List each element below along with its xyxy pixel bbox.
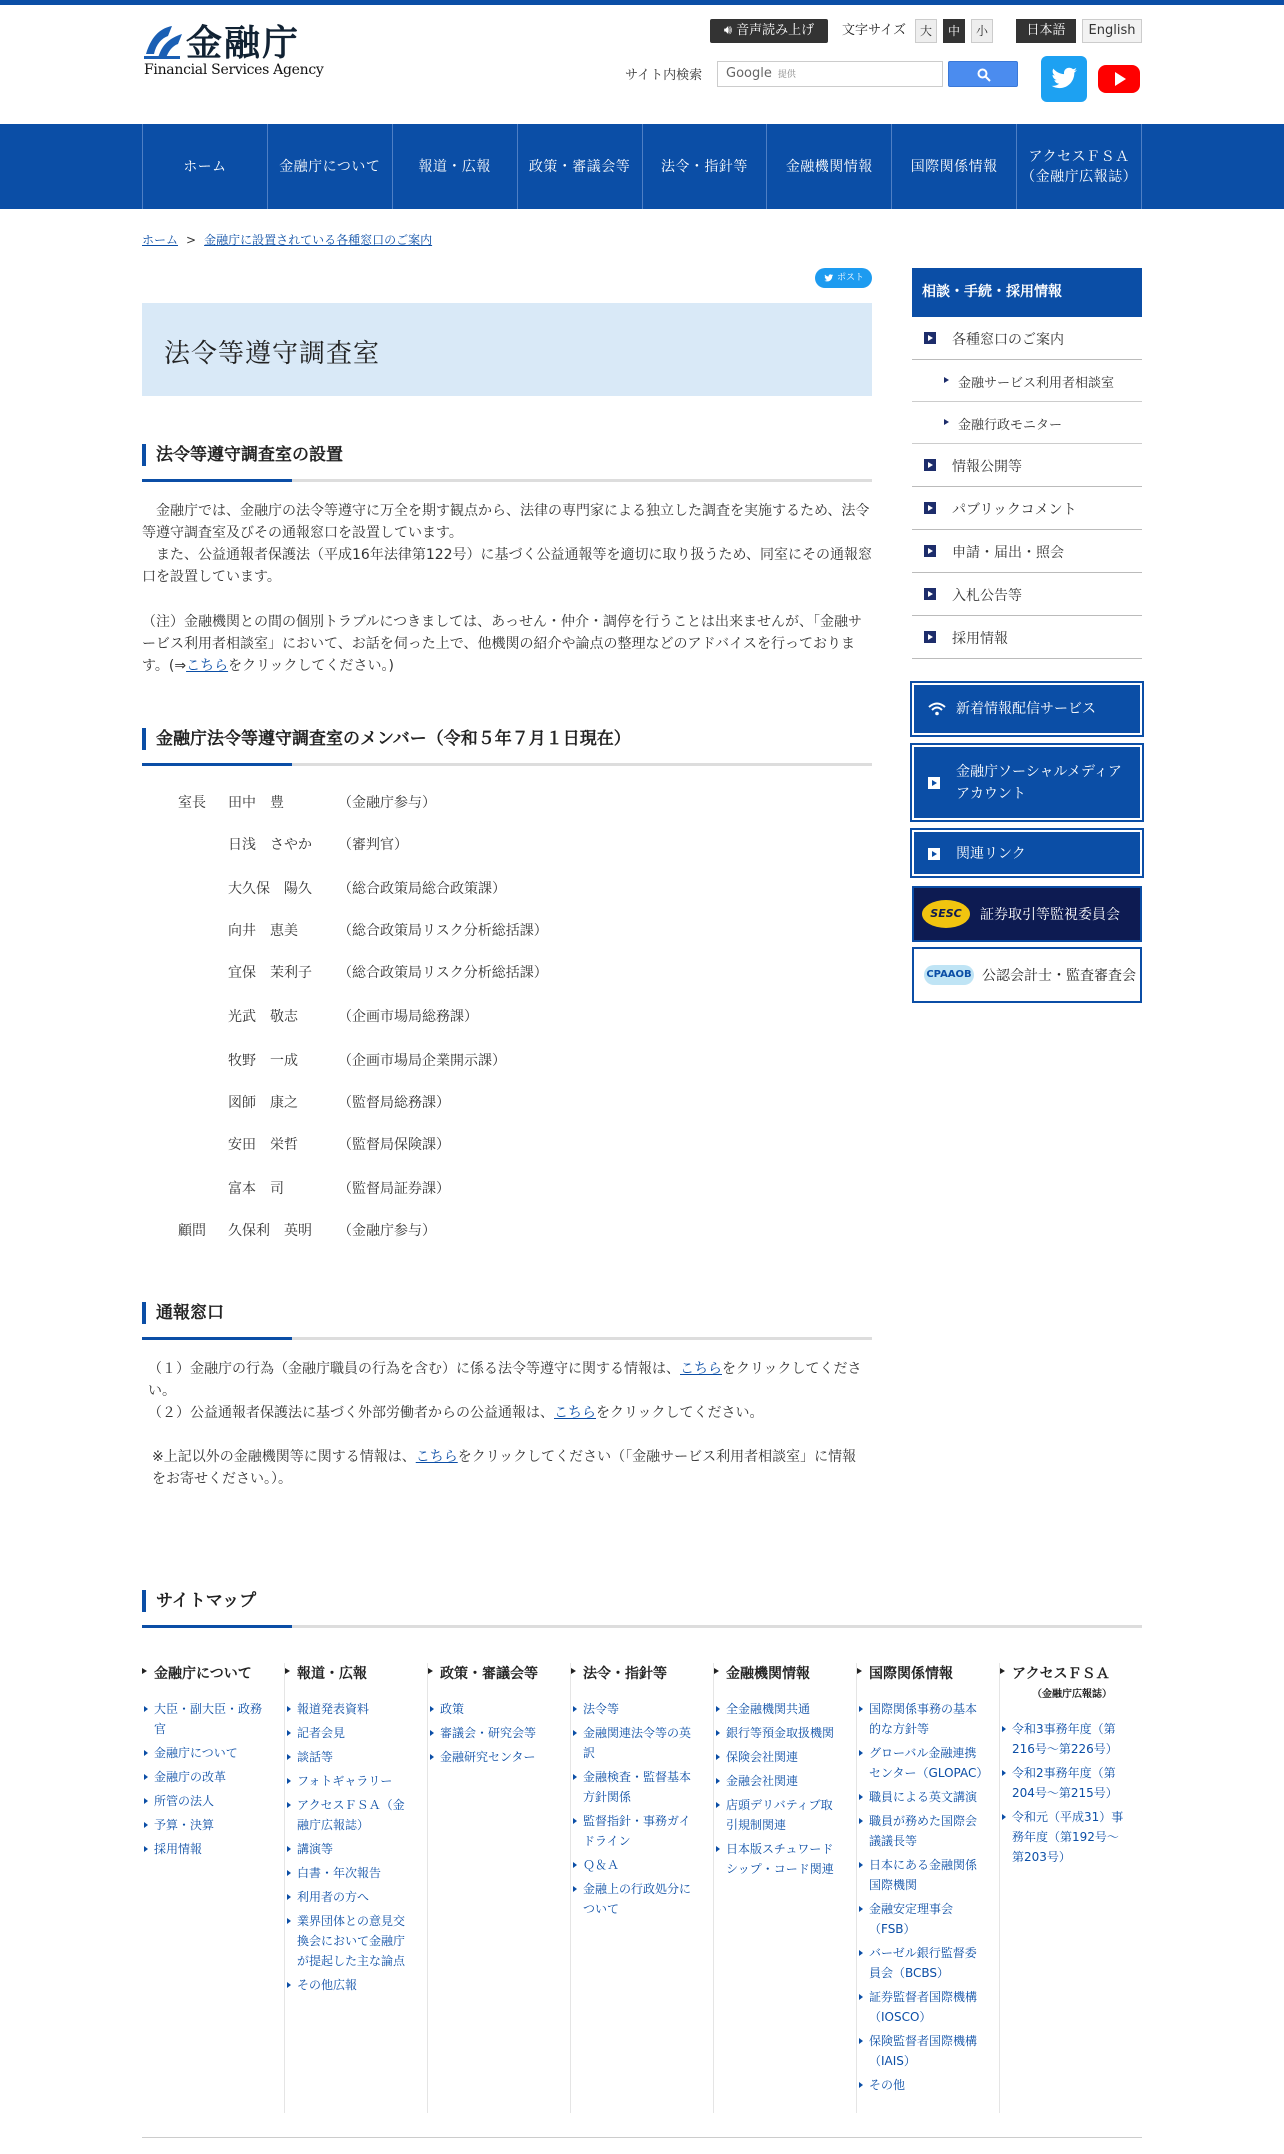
nav-international[interactable]: 国際関係情報 xyxy=(892,124,1017,209)
member-row xyxy=(178,1220,678,1242)
sitemap-link[interactable]: 法令等 xyxy=(571,1699,700,1719)
sitemap-link-list xyxy=(142,1699,271,1863)
sitemap-link[interactable]: 金融庁の改革 xyxy=(142,1767,271,1787)
sitemap-link[interactable]: 報道発表資料 xyxy=(285,1699,414,1719)
sidebar-subitem-monitor[interactable] xyxy=(912,402,1142,444)
related-links-label: 関連リンク xyxy=(956,846,1026,862)
wifi-icon xyxy=(928,702,946,716)
sesc-label: 証券取引等監視委員会 xyxy=(980,907,1120,923)
member-row xyxy=(178,962,678,984)
cpaaob-label: 公認会計士・監査審査会 xyxy=(982,968,1136,984)
note-link[interactable]: こちら xyxy=(186,658,229,674)
sidebar-item-public-comment[interactable] xyxy=(912,487,1142,530)
member-name: 向井 恵美 xyxy=(228,923,298,939)
arrow-box-icon xyxy=(924,332,936,344)
cpaaob-banner[interactable] xyxy=(912,947,1142,1003)
member-dept: （総合政策局総合政策課） xyxy=(338,881,506,897)
site-search-input[interactable] xyxy=(717,61,943,87)
note-text: （注）金融機関との間の個別トラブルにつきましては、あっせん・仲介・調停を行うことは出来ませんが、「金融サービス利用者相談室」において、お話を伺った上で、他機関の紹介や論点の整理などのアドバイスを行っております。(⇒ xyxy=(142,614,863,674)
sitemap-link[interactable]: バーゼル銀行監督委員会（BCBS） xyxy=(857,1943,986,1983)
member-name: 富本 司 xyxy=(228,1181,284,1197)
sitemap-link[interactable]: 金融庁について xyxy=(142,1743,271,1763)
sitemap-link-list xyxy=(857,1699,989,2099)
sitemap-link[interactable]: アクセスＦＳＡ（金融庁広報誌） xyxy=(285,1795,414,1835)
sidebar-item-label: パブリックコメント xyxy=(952,502,1077,518)
reporting-text-end: をクリックしてください。 xyxy=(148,1361,862,1399)
nav-policy[interactable]: 政策・審議会等 xyxy=(518,124,643,209)
related-links-button[interactable] xyxy=(912,830,1142,876)
arrow-box-icon xyxy=(924,631,936,643)
speaker-icon: 🔊︎ xyxy=(723,23,733,38)
voice-readout-label: 音声読み上げ xyxy=(736,23,815,38)
lang-english-button[interactable]: English xyxy=(1082,19,1142,43)
member-name: 大久保 陽久 xyxy=(228,881,312,897)
sitemap-link[interactable]: 銀行等預金取扱機関 xyxy=(714,1723,843,1743)
sitemap-link[interactable]: 店頭デリバティブ取引規制関連 xyxy=(714,1795,843,1835)
breadcrumb xyxy=(142,231,432,248)
sitemap-link[interactable]: Ｑ＆Ａ xyxy=(571,1855,700,1875)
sitemap-column xyxy=(428,1663,571,2113)
sidebar-item-recruitment[interactable] xyxy=(912,616,1142,659)
twitter-bird-icon xyxy=(823,273,834,283)
youtube-icon xyxy=(1096,56,1142,102)
sidebar-item-label: 情報公開等 xyxy=(952,459,1022,475)
sitemap-link[interactable]: 大臣・副大臣・政務官 xyxy=(142,1699,271,1739)
sitemap-link[interactable]: 金融検査・監督基本方針関係 xyxy=(571,1767,700,1807)
reporting-item-1 xyxy=(148,1358,868,1402)
section-heading-text: 通報窓口 xyxy=(156,1303,224,1323)
fontsize-medium-button[interactable]: 中 xyxy=(943,19,965,43)
sidebar-item-contacts[interactable] xyxy=(912,317,1142,360)
member-name: 日浅 さやか xyxy=(228,837,312,853)
nav-institutions[interactable]: 金融機関情報 xyxy=(767,124,892,209)
sitemap-column xyxy=(1000,1663,1142,2113)
sitemap-link[interactable]: 政策 xyxy=(428,1699,557,1719)
footer-divider xyxy=(142,2137,1142,2138)
member-name: 牧野 一成 xyxy=(228,1053,298,1069)
member-row xyxy=(178,1178,678,1200)
site-search-label: サイト内検索 xyxy=(625,68,703,83)
sitemap-link[interactable]: その他広報 xyxy=(285,1975,414,1995)
sitemap-link[interactable]: 監督指針・事務ガイドライン xyxy=(571,1811,700,1851)
triangle-icon xyxy=(944,419,949,425)
sitemap-link[interactable]: 国際関係事務の基本的な方針等 xyxy=(857,1699,986,1739)
social-media-button[interactable] xyxy=(912,745,1142,820)
fontsize-small-button[interactable]: 小 xyxy=(971,19,993,43)
sitemap-link[interactable]: 金融研究センター xyxy=(428,1747,557,1767)
arrow-box-icon xyxy=(924,545,936,557)
sitemap-link[interactable]: 審議会・研究会等 xyxy=(428,1723,557,1743)
reporting-item-2 xyxy=(148,1402,868,1424)
sitemap-link[interactable]: 金融安定理事会（FSB） xyxy=(857,1899,986,1939)
sitemap-link[interactable]: 職員による英文講演 xyxy=(857,1787,986,1807)
sitemap-link[interactable]: 令和2事務年度（第204号〜第215号） xyxy=(1000,1763,1128,1803)
social-media-label: 金融庁ソーシャルメディア アカウント xyxy=(956,764,1122,802)
top-accent-bar xyxy=(0,0,1284,5)
sitemap-link-list xyxy=(1000,1719,1128,1871)
sidebar-item-label: 入札公告等 xyxy=(952,588,1022,604)
sitemap-link[interactable]: その他 xyxy=(857,2075,986,2095)
member-row xyxy=(178,1092,678,1114)
sesc-logo: SESC xyxy=(922,900,970,928)
nav-access-fsa[interactable]: アクセスＦＳＡ （金融庁広報誌） xyxy=(1017,124,1142,209)
reporting-text: （２）公益通報者保護法に基づく外部労働者からの公益通報は、 xyxy=(148,1405,554,1421)
sitemap-link[interactable]: 令和3事務年度（第216号〜第226号） xyxy=(1000,1719,1128,1759)
member-row xyxy=(178,792,678,814)
sidebar-subitem-consultation[interactable] xyxy=(912,360,1142,402)
sesc-banner[interactable] xyxy=(912,886,1142,942)
reporting-link-1[interactable]: こちら xyxy=(680,1361,722,1377)
sitemap-column xyxy=(285,1663,428,2113)
nav-press[interactable]: 報道・広報 xyxy=(393,124,518,209)
member-name: 光武 敬志 xyxy=(228,1009,298,1025)
member-name: 田中 豊 xyxy=(228,795,284,811)
news-delivery-label: 新着情報配信サービス xyxy=(956,701,1096,717)
sidebar-item-bids[interactable] xyxy=(912,573,1142,616)
sitemap-link[interactable]: 金融関連法令等の英訳 xyxy=(571,1723,700,1763)
search-provided-label: 提供 xyxy=(777,70,796,80)
sitemap-link[interactable]: 日本版スチュワードシップ・コード関連 xyxy=(714,1839,843,1879)
sidebar-item-applications[interactable] xyxy=(912,530,1142,573)
member-row xyxy=(178,878,678,900)
sitemap-column xyxy=(142,1663,285,2113)
member-name: 宜保 茉利子 xyxy=(228,965,312,981)
sitemap-column-title[interactable]: 報道・広報 xyxy=(285,1663,367,1683)
sitemap-column-title[interactable]: 政策・審議会等 xyxy=(428,1663,538,1683)
sidebar-item-label: 申請・届出・照会 xyxy=(952,545,1064,561)
sitemap-link[interactable]: 談話等 xyxy=(285,1747,414,1767)
fontsize-large-button[interactable]: 大 xyxy=(915,19,937,43)
note-text-end: をクリックしてください。) xyxy=(228,658,394,674)
search-placeholder: Google xyxy=(726,66,772,81)
sidebar-item-label: 金融サービス利用者相談室 xyxy=(958,376,1115,391)
sitemap-column xyxy=(714,1663,857,2113)
sitemap-link[interactable]: 所管の法人 xyxy=(142,1791,271,1811)
voice-readout-button[interactable] xyxy=(710,19,828,43)
reporting-text: （１）金融庁の行為（金融庁職員の行為を含む）に係る法令等遵守に関する情報は、 xyxy=(148,1361,680,1377)
sitemap-column-title[interactable]: 法令・指針等 xyxy=(571,1663,667,1683)
section-heading-text: 法令等遵守調査室の設置 xyxy=(156,445,343,465)
cpaaob-logo: CPAAOB xyxy=(924,965,974,985)
sitemap-link[interactable]: 業界団体との意見交換会において金融庁が提起した主な論点 xyxy=(285,1911,414,1971)
paragraph-establishment-1: 金融庁では、金融庁の法令等遵守に万全を期す観点から、法律の専門家による独立した調査を実施するため、法令等遵守調査室及びその通報窓口を設置しています。 xyxy=(142,503,870,541)
sitemap-column-title[interactable]: 金融機関情報 xyxy=(714,1663,810,1683)
triangle-icon xyxy=(944,377,949,383)
twitter-bird-icon xyxy=(1041,56,1087,102)
member-name: 図師 康之 xyxy=(228,1095,298,1111)
youtube-link[interactable] xyxy=(1096,56,1142,102)
member-row xyxy=(178,1050,678,1072)
arrow-box-icon xyxy=(928,848,940,860)
fsa-logo[interactable] xyxy=(142,22,324,82)
sitemap-link[interactable]: 令和元（平成31）事務年度（第192号〜第203号） xyxy=(1000,1807,1128,1867)
logo-text: 金融庁 xyxy=(186,22,301,64)
reporting-link-2[interactable]: こちら xyxy=(554,1405,596,1421)
member-dept: （金融庁参与） xyxy=(338,795,436,811)
sitemap-column-title[interactable]: 金融庁について xyxy=(142,1663,252,1683)
member-row xyxy=(178,1134,678,1156)
sitemap-link[interactable]: グローバル金融連携センター（GLOPAC） xyxy=(857,1743,986,1783)
page-title: 法令等遵守調査室 xyxy=(164,339,381,369)
member-dept: （審判官） xyxy=(338,837,408,853)
sitemap-link[interactable]: 金融上の行政処分について xyxy=(571,1879,700,1919)
sitemap-heading xyxy=(142,1590,1142,1628)
sitemap-link-list xyxy=(428,1699,557,1771)
logo-subtitle: Financial Services Agency xyxy=(144,62,324,78)
member-row xyxy=(178,920,678,942)
paragraph-establishment-2: また、公益通報者保護法（平成16年法律第122号）に基づく公益通報等を適切に取り扱うため、同室にその通報窓口を設置しています。 xyxy=(142,547,872,585)
member-role: 室長 xyxy=(178,795,206,811)
sitemap-link-list xyxy=(714,1699,843,1883)
sitemap-link[interactable]: 予算・決算 xyxy=(142,1815,271,1835)
sitemap-link[interactable]: 職員が務めた国際会議議長等 xyxy=(857,1811,986,1851)
reporting-text: ※上記以外の金融機関等に関する情報は、 xyxy=(152,1449,416,1465)
reporting-item-other xyxy=(152,1446,868,1490)
sitemap-column-title[interactable]: アクセスＦＳＡ xyxy=(1000,1663,1110,1683)
nav-about[interactable]: 金融庁について xyxy=(268,124,393,209)
search-icon xyxy=(977,68,991,82)
sitemap-column xyxy=(857,1663,1000,2113)
sitemap-link[interactable]: 保険会社関連 xyxy=(714,1747,843,1767)
breadcrumb-home[interactable]: ホーム xyxy=(142,233,179,247)
arrow-box-icon xyxy=(924,459,936,471)
tweet-button[interactable] xyxy=(815,268,872,288)
global-nav xyxy=(0,124,1284,209)
breadcrumb-separator: > xyxy=(186,233,197,247)
member-row xyxy=(178,834,678,856)
sitemap-link[interactable]: 記者会見 xyxy=(285,1723,414,1743)
section-heading-text: 金融庁法令等遵守調査室のメンバー（令和５年７月１日現在） xyxy=(156,729,631,749)
sidebar-item-disclosure[interactable] xyxy=(912,444,1142,487)
sitemap-link-list xyxy=(571,1699,700,1923)
breadcrumb-current[interactable]: 金融庁に設置されている各種窓口のご案内 xyxy=(204,233,433,247)
member-name: 安田 栄哲 xyxy=(228,1137,298,1153)
member-role: 顧問 xyxy=(178,1223,206,1239)
nav-laws[interactable]: 法令・指針等 xyxy=(643,124,768,209)
sitemap-column-title[interactable]: 国際関係情報 xyxy=(857,1663,953,1683)
sitemap-link[interactable]: 保険監督者国際機構（IAIS） xyxy=(857,2031,986,2071)
member-dept: （監督局証券課） xyxy=(338,1181,450,1197)
arrow-box-icon xyxy=(928,777,940,789)
sitemap-link[interactable]: 白書・年次報告 xyxy=(285,1863,414,1883)
sitemap-link[interactable]: 利用者の方へ xyxy=(285,1887,414,1907)
sitemap-column-subtitle: （金融庁広報誌） xyxy=(1032,1689,1112,1700)
member-dept: （企画市場局企業開示課） xyxy=(338,1053,506,1069)
sidebar-item-label: 金融行政モニター xyxy=(958,418,1063,433)
member-name: 久保利 英明 xyxy=(228,1223,312,1239)
sitemap-link[interactable]: フォトギャラリー xyxy=(285,1771,414,1791)
member-dept: （監督局総務課） xyxy=(338,1095,450,1111)
fontsize-label: 文字サイズ xyxy=(842,23,906,38)
sitemap-link[interactable]: 金融会社関連 xyxy=(714,1771,843,1791)
member-dept: （金融庁参与） xyxy=(338,1223,436,1239)
reporting-link-3[interactable]: こちら xyxy=(415,1449,458,1465)
sitemap-link[interactable]: 日本にある金融関係国際機関 xyxy=(857,1855,986,1895)
paragraph-note xyxy=(142,611,872,677)
sidebar-item-label: 採用情報 xyxy=(952,631,1008,647)
reporting-text-end: をクリックしてください。 xyxy=(596,1405,764,1421)
sitemap-column xyxy=(571,1663,714,2113)
news-delivery-button[interactable] xyxy=(912,683,1142,735)
search-button[interactable] xyxy=(948,61,1018,87)
member-dept: （総合政策局リスク分析総括課） xyxy=(338,965,548,981)
arrow-box-icon xyxy=(924,502,936,514)
sitemap-link[interactable]: 採用情報 xyxy=(142,1839,271,1859)
reporting-text-end: をクリックしてください（「金融サービス利用者相談室」に情報をお寄せください。）。 xyxy=(152,1449,857,1487)
sitemap-heading-text: サイトマップ xyxy=(156,1591,257,1611)
arrow-box-icon xyxy=(924,588,936,600)
sitemap-link[interactable]: 全金融機関共通 xyxy=(714,1699,843,1719)
section-heading-establishment xyxy=(142,444,872,482)
member-dept: （監督局保険課） xyxy=(338,1137,450,1153)
nav-home[interactable]: ホーム xyxy=(143,124,268,209)
member-row xyxy=(178,1006,678,1028)
sitemap-link-list xyxy=(285,1699,414,1999)
tweet-label: ポスト xyxy=(837,273,865,283)
member-dept: （企画市場局総務課） xyxy=(338,1009,478,1025)
page-title-box xyxy=(142,303,872,396)
sidebar-item-label: 各種窓口のご案内 xyxy=(952,332,1064,348)
sidebar-heading[interactable]: 相談・手続・採用情報 xyxy=(912,268,1142,317)
lang-japanese-button[interactable]: 日本語 xyxy=(1016,19,1076,43)
member-dept: （総合政策局リスク分析総括課） xyxy=(338,923,548,939)
twitter-link[interactable] xyxy=(1041,56,1087,102)
fsa-logo-mark-icon xyxy=(142,24,184,62)
sitemap-link[interactable]: 講演等 xyxy=(285,1839,414,1859)
section-heading-reporting xyxy=(142,1302,872,1340)
sitemap-link[interactable]: 証券監督者国際機構（IOSCO） xyxy=(857,1987,986,2027)
section-heading-members xyxy=(142,728,872,766)
